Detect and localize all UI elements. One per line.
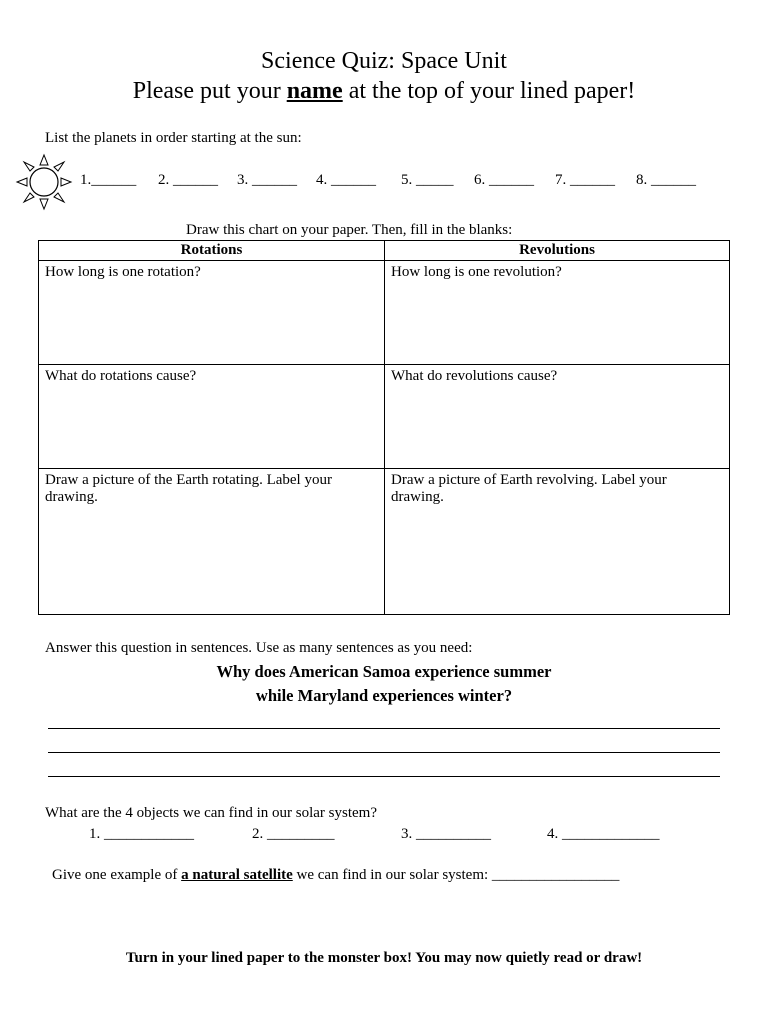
sun-icon	[15, 153, 73, 211]
planet-blank-1: 1.______	[80, 172, 137, 188]
subtitle-name-word: name	[286, 78, 343, 104]
object-blank-2: 2. _________	[252, 826, 335, 842]
satellite-emphasis: a natural satellite	[181, 867, 293, 883]
satellite-before: Give one example of	[52, 867, 182, 883]
question-intro: Answer this question in sentences. Use as many sentences as you need:	[45, 640, 473, 656]
rotation-revolution-chart	[38, 240, 730, 615]
header-rotations: Rotations	[39, 241, 385, 261]
planet-blank-8: 8. ______	[636, 172, 696, 188]
object-blank-4: 4. _____________	[547, 826, 660, 842]
object-blank-3: 3. __________	[401, 826, 491, 842]
cell-revolution-drawing: Draw a picture of Earth revolving. Label your drawing.	[385, 469, 730, 615]
question-line-2: while Maryland experiences winter?	[255, 686, 513, 705]
planet-blank-7: 7. ______	[555, 172, 615, 188]
answer-line-1	[48, 728, 720, 729]
planet-blank-2: 2. ______	[158, 172, 218, 188]
quiz-title: Science Quiz: Space Unit	[261, 48, 507, 74]
question-line-1: Why does American Samoa experience summer	[216, 662, 552, 681]
subtitle-before: Please put your	[132, 78, 287, 104]
objects-prompt: What are the 4 objects we can find in our solar system?	[45, 805, 377, 821]
satellite-prompt	[52, 867, 619, 884]
cell-revolution-cause: What do revolutions cause?	[385, 365, 730, 469]
planet-blank-3: 3. ______	[237, 172, 297, 188]
quiz-subtitle	[0, 78, 768, 105]
cell-rotation-drawing: Draw a picture of the Earth rotating. Label your drawing.	[39, 469, 385, 615]
answer-line-2	[48, 752, 720, 753]
planets-prompt: List the planets in order starting at the sun:	[45, 130, 302, 146]
subtitle-after: at the top of your lined paper!	[342, 78, 636, 104]
cell-revolution-length: How long is one revolution?	[385, 261, 730, 365]
cell-rotation-cause: What do rotations cause?	[39, 365, 385, 469]
satellite-after: we can find in our solar system: _________________	[292, 867, 620, 883]
cell-rotation-length: How long is one rotation?	[39, 261, 385, 365]
planet-blanks-row	[80, 172, 696, 189]
planet-blank-4: 4. ______	[316, 172, 376, 188]
chart-intro: Draw this chart on your paper. Then, fill in the blanks:	[186, 222, 513, 238]
answer-line-3	[48, 776, 720, 777]
footer-instructions: Turn in your lined paper to the monster box! You may now quietly read or draw!	[125, 950, 643, 966]
planet-blank-6: 6. ______	[474, 172, 534, 188]
header-revolutions: Revolutions	[385, 241, 730, 261]
object-blank-1: 1. ____________	[89, 826, 194, 842]
planet-blank-5: 5. _____	[401, 172, 454, 188]
